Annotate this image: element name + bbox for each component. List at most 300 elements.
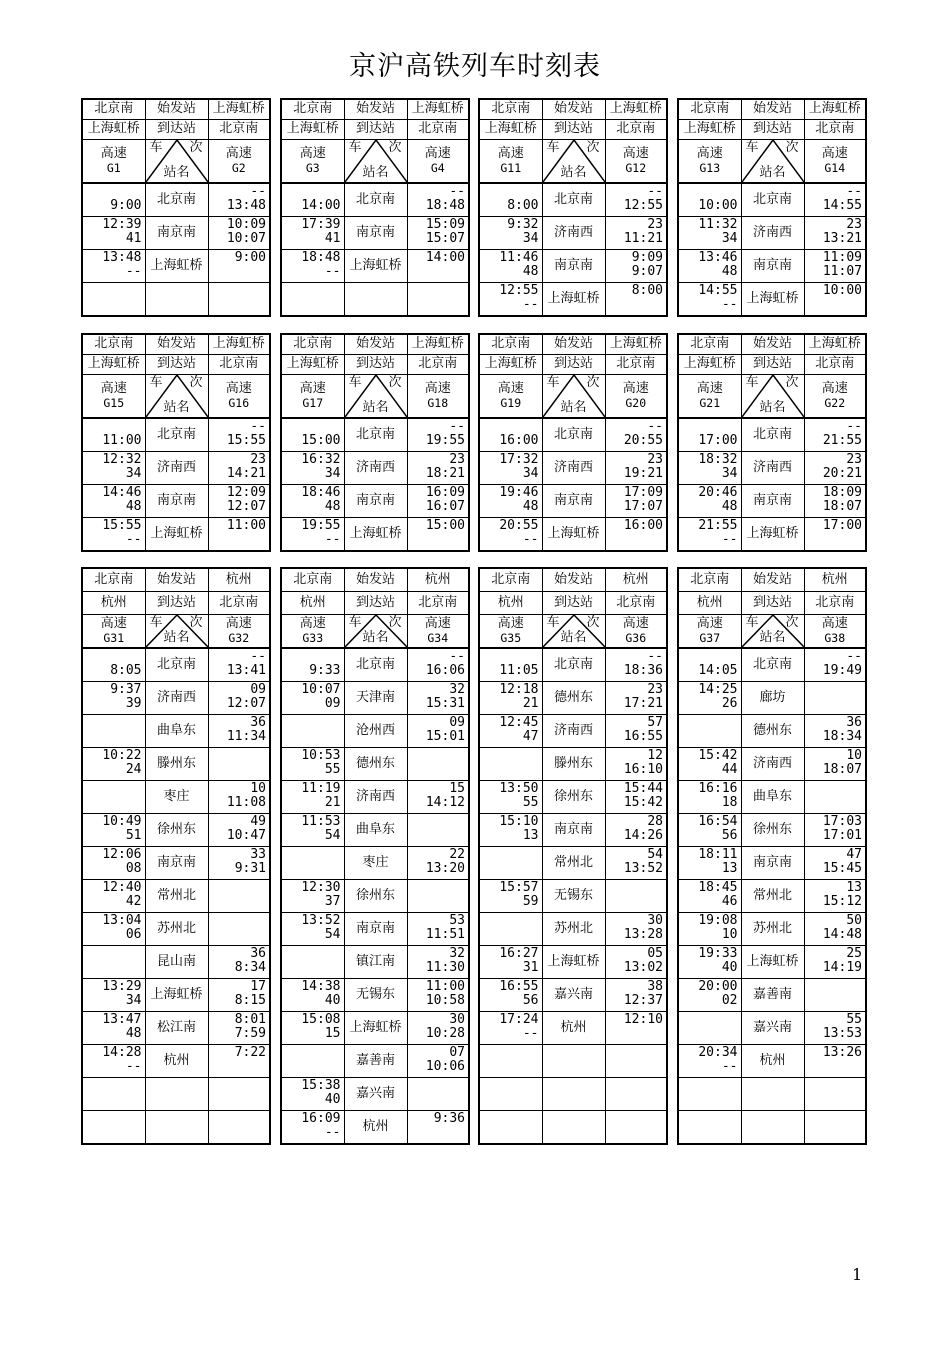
arrival-time: 54: [647, 846, 663, 862]
train-number-cell: [804, 614, 866, 648]
origin-label: 始发站: [542, 334, 605, 354]
northbound-time: [208, 183, 270, 217]
arrival-time: 17:32: [499, 451, 539, 467]
northbound-time: [407, 945, 469, 978]
header-row-1: [281, 99, 469, 119]
arrival-time: 28: [647, 813, 663, 829]
northbound-time: [605, 484, 667, 517]
number-label: 次: [388, 139, 402, 155]
header-row-2: [678, 591, 866, 614]
departure-time: 16:00: [499, 432, 539, 448]
departure-time: 12:55: [623, 197, 663, 213]
terminus-station: 上海虹桥: [281, 354, 344, 374]
station-name: 镇江南: [344, 945, 407, 978]
car-label: 车: [546, 614, 560, 630]
southbound-time: [678, 418, 741, 452]
arrival-time: 8:01: [234, 1011, 266, 1027]
arrival-time: --: [449, 418, 465, 434]
departure-time: 15:55: [226, 432, 266, 448]
departure-time: 44: [721, 761, 738, 777]
train-number-cell: [281, 374, 344, 418]
departure-time: 13: [522, 827, 539, 843]
departure-time: 48: [125, 1025, 142, 1041]
departure-time: 11:21: [623, 230, 663, 246]
header-row-3: [281, 139, 469, 183]
arrival-time: 17: [250, 978, 266, 994]
header-row-1: [678, 99, 866, 119]
stop-row: [82, 183, 270, 217]
train-class: 高速: [497, 615, 524, 631]
departure-time: 18:34: [822, 728, 862, 744]
train-number: G2: [231, 160, 246, 175]
train-class: 高速: [622, 380, 649, 396]
station-name: 德州东: [542, 681, 605, 714]
train-class: 高速: [225, 145, 252, 161]
departure-time: 19:49: [822, 662, 862, 678]
northbound-time: [407, 1011, 469, 1044]
departure-time: 34: [522, 465, 539, 481]
arrival-time: 15:55: [102, 517, 142, 533]
arrival-time: 18:11: [698, 846, 738, 862]
station-name: 常州北: [145, 879, 208, 912]
departure-time: 42: [125, 893, 142, 909]
header-row-2: [281, 354, 469, 374]
departure-time: 13:48: [226, 197, 266, 213]
southbound-time: [82, 945, 145, 978]
arrival-time: 11:09: [822, 249, 862, 265]
arrival-time: 14:55: [698, 282, 738, 298]
train-number: G31: [103, 630, 125, 645]
arrival-time: 15:10: [499, 813, 539, 829]
stop-row: [678, 1044, 866, 1077]
stop-row: [281, 216, 469, 249]
origin-station: 北京南: [208, 119, 270, 139]
stop-row: [281, 945, 469, 978]
departure-time: 8:00: [507, 197, 539, 213]
stop-row: [479, 249, 667, 282]
departure-time: 08: [125, 860, 142, 876]
number-label: 次: [388, 374, 402, 390]
stop-row: [678, 978, 866, 1011]
train-number: G15: [103, 395, 125, 410]
terminus-station: 上海虹桥: [208, 334, 270, 354]
northbound-time: [407, 1110, 469, 1144]
departure-time: 54: [324, 827, 341, 843]
northbound-time: [804, 648, 866, 682]
stop-row: [678, 714, 866, 747]
departure-time: 13:52: [623, 860, 663, 876]
northbound-time: [407, 978, 469, 1011]
header-row-2: [479, 591, 667, 614]
northbound-time: [605, 183, 667, 217]
train-class: 高速: [424, 380, 451, 396]
station-name: 北京南: [741, 183, 804, 217]
stop-row: [479, 451, 667, 484]
station-name: 枣庄: [344, 846, 407, 879]
arrival-time: 32: [449, 681, 465, 697]
arrival-time: 17:00: [822, 517, 862, 533]
northbound-time: [605, 813, 667, 846]
southbound-time: [479, 451, 542, 484]
origin-station: 北京南: [208, 591, 270, 614]
arrival-time: --: [846, 648, 862, 664]
arrival-time: 19:08: [698, 912, 738, 928]
departure-time: 48: [721, 263, 738, 279]
timetable-g17-g18: [280, 333, 470, 552]
departure-time: 9:07: [631, 263, 663, 279]
stop-row: [281, 846, 469, 879]
header-row-1: [82, 568, 270, 591]
terminus-label: 到达站: [741, 591, 804, 614]
origin-station: 北京南: [82, 99, 145, 119]
arrival-time: 13:26: [822, 1044, 862, 1060]
header-row-1: [479, 568, 667, 591]
southbound-time: [281, 879, 344, 912]
terminus-station: 杭州: [281, 591, 344, 614]
departure-time: 14:26: [623, 827, 663, 843]
arrival-time: 9:32: [507, 216, 539, 232]
train-number-cell: [605, 139, 667, 183]
origin-station: 北京南: [804, 354, 866, 374]
car-label: 车: [546, 139, 560, 155]
origin-station: 北京南: [281, 99, 344, 119]
arrival-time: 13:50: [499, 780, 539, 796]
northbound-time: [605, 418, 667, 452]
arrival-time: 17:09: [623, 484, 663, 500]
station-name: 北京南: [542, 648, 605, 682]
station-name: [741, 1077, 804, 1110]
arrival-time: 13:46: [698, 249, 738, 265]
origin-label: 始发站: [542, 568, 605, 591]
train-number-cell: [804, 374, 866, 418]
arrival-time: 15: [449, 780, 465, 796]
station-name: 北京南: [741, 418, 804, 452]
stop-row: [678, 747, 866, 780]
origin-station: 北京南: [479, 99, 542, 119]
departure-time: 55: [324, 761, 341, 777]
stop-row: [678, 879, 866, 912]
departure-time: 11:07: [822, 263, 862, 279]
stop-row: [479, 1077, 667, 1110]
southbound-time: [479, 484, 542, 517]
station-name: 北京南: [542, 418, 605, 452]
departure-time: 20:21: [822, 465, 862, 481]
arrival-time: 17:03: [822, 813, 862, 829]
terminus-label: 到达站: [344, 591, 407, 614]
northbound-time: [605, 648, 667, 682]
train-class: 高速: [225, 380, 252, 396]
station-name: 上海虹桥: [145, 978, 208, 1011]
station-name: 苏州北: [542, 912, 605, 945]
departure-time: 59: [522, 893, 539, 909]
northbound-time: [804, 714, 866, 747]
arrival-time: 30: [647, 912, 663, 928]
header-row-2: [479, 119, 667, 139]
arrival-time: 10:53: [301, 747, 341, 763]
arrival-time: 12:45: [499, 714, 539, 730]
diagonal-header-cell: [741, 374, 804, 418]
northbound-time: [804, 813, 866, 846]
timetable-g1-g2: [81, 98, 271, 317]
southbound-time: [479, 681, 542, 714]
departure-time: 18:48: [425, 197, 465, 213]
northbound-time: [605, 714, 667, 747]
station-name: 常州北: [542, 846, 605, 879]
southbound-time: [281, 451, 344, 484]
northbound-time: [208, 846, 270, 879]
car-label: 车: [149, 614, 163, 630]
arrival-time: 16:09: [425, 484, 465, 500]
arrival-time: 53: [449, 912, 465, 928]
southbound-time: [479, 912, 542, 945]
southbound-time: [678, 484, 741, 517]
arrival-time: 15:57: [499, 879, 539, 895]
departure-time: 41: [324, 230, 341, 246]
station-label: 站名: [163, 629, 190, 645]
departure-time: 12:37: [623, 992, 663, 1008]
stop-row: [82, 216, 270, 249]
diagonal-header-cell: [344, 139, 407, 183]
stop-row: [479, 747, 667, 780]
departure-time: 11:05: [499, 662, 539, 678]
stop-row: [479, 978, 667, 1011]
departure-time: --: [324, 531, 341, 547]
arrival-time: 13: [846, 879, 862, 895]
terminus-station: 杭州: [407, 568, 469, 591]
train-number: G38: [824, 630, 846, 645]
arrival-time: 12:32: [102, 451, 142, 467]
stop-row: [82, 282, 270, 316]
northbound-time: [208, 780, 270, 813]
departure-time: 11:34: [226, 728, 266, 744]
departure-time: 51: [125, 827, 142, 843]
southbound-time: [678, 978, 741, 1011]
northbound-time: [407, 216, 469, 249]
station-name: 南京南: [542, 249, 605, 282]
northbound-time: [407, 517, 469, 551]
diagonal-header-cell: [741, 139, 804, 183]
departure-time: 10: [721, 926, 738, 942]
departure-time: 17:01: [822, 827, 862, 843]
stop-row: [479, 681, 667, 714]
terminus-label: 到达站: [542, 354, 605, 374]
station-name: [344, 282, 407, 316]
timetable-g37-g38: [677, 567, 867, 1145]
arrival-time: 9:36: [433, 1110, 465, 1126]
departure-time: 13:02: [623, 959, 663, 975]
departure-time: 48: [721, 498, 738, 514]
arrival-time: 32: [449, 945, 465, 961]
northbound-time: [804, 978, 866, 1011]
origin-label: 始发站: [145, 99, 208, 119]
southbound-time: [479, 1077, 542, 1110]
timetable-g19-g20: [478, 333, 668, 552]
terminus-station: 上海虹桥: [82, 354, 145, 374]
southbound-time: [479, 1044, 542, 1077]
station-label: 站名: [560, 164, 587, 180]
station-label: 站名: [759, 164, 786, 180]
departure-time: 17:07: [623, 498, 663, 514]
stop-row: [82, 714, 270, 747]
arrival-time: 18:48: [301, 249, 341, 265]
arrival-time: 23: [449, 451, 465, 467]
southbound-time: [281, 1044, 344, 1077]
stop-row: [281, 648, 469, 682]
station-name: 曲阜东: [344, 813, 407, 846]
station-name: 济南西: [145, 451, 208, 484]
stop-row: [281, 282, 469, 316]
arrival-time: 50: [846, 912, 862, 928]
header-row-2: [479, 354, 667, 374]
northbound-time: [407, 282, 469, 316]
terminus-station: 杭州: [678, 591, 741, 614]
arrival-time: 36: [250, 714, 266, 730]
departure-time: --: [324, 263, 341, 279]
train-number-cell: [82, 374, 145, 418]
arrival-time: 13:04: [102, 912, 142, 928]
station-name: 滕州东: [542, 747, 605, 780]
southbound-time: [479, 813, 542, 846]
departure-time: 20:55: [623, 432, 663, 448]
departure-time: 02: [721, 992, 738, 1008]
train-class: 高速: [497, 380, 524, 396]
station-name: 北京南: [542, 183, 605, 217]
header-row-1: [479, 99, 667, 119]
northbound-time: [208, 681, 270, 714]
southbound-time: [82, 978, 145, 1011]
southbound-time: [479, 282, 542, 316]
origin-station: 北京南: [82, 334, 145, 354]
northbound-time: [208, 216, 270, 249]
arrival-time: --: [846, 418, 862, 434]
train-class: 高速: [821, 145, 848, 161]
origin-station: 北京南: [678, 568, 741, 591]
train-number-cell: [479, 139, 542, 183]
stop-row: [281, 451, 469, 484]
station-label: 站名: [163, 399, 190, 415]
southbound-time: [281, 681, 344, 714]
header-row-3: [479, 374, 667, 418]
stop-row: [678, 484, 866, 517]
departure-time: --: [125, 263, 142, 279]
station-name: 德州东: [741, 714, 804, 747]
train-class: 高速: [821, 615, 848, 631]
arrival-time: 16:55: [499, 978, 539, 994]
southbound-time: [281, 216, 344, 249]
arrival-time: 14:28: [102, 1044, 142, 1060]
arrival-time: 9:09: [631, 249, 663, 265]
train-number-cell: [407, 139, 469, 183]
station-label: 站名: [362, 164, 389, 180]
stop-row: [678, 945, 866, 978]
train-number-cell: [208, 374, 270, 418]
stop-row: [479, 1044, 667, 1077]
southbound-time: [479, 216, 542, 249]
arrival-time: 23: [846, 216, 862, 232]
arrival-time: 13:47: [102, 1011, 142, 1027]
train-number: G16: [228, 395, 250, 410]
station-name: 枣庄: [145, 780, 208, 813]
stop-row: [82, 418, 270, 452]
train-number-cell: [407, 374, 469, 418]
origin-label: 始发站: [344, 99, 407, 119]
station-label: 站名: [560, 629, 587, 645]
stop-row: [82, 846, 270, 879]
stop-row: [82, 648, 270, 682]
arrival-time: --: [250, 183, 266, 199]
southbound-time: [678, 879, 741, 912]
departure-time: 40: [721, 959, 738, 975]
terminus-station: 杭州: [605, 568, 667, 591]
terminus-station: 杭州: [208, 568, 270, 591]
arrival-time: 14:25: [698, 681, 738, 697]
arrival-time: 15:42: [698, 747, 738, 763]
southbound-time: [479, 517, 542, 551]
southbound-time: [281, 945, 344, 978]
northbound-time: [208, 813, 270, 846]
station-name: 济南西: [741, 216, 804, 249]
origin-station: 北京南: [208, 354, 270, 374]
arrival-time: 23: [647, 451, 663, 467]
train-number-cell: [479, 374, 542, 418]
train-number: G36: [625, 630, 647, 645]
arrival-time: 20:55: [499, 517, 539, 533]
departure-time: 13: [721, 860, 738, 876]
departure-time: 11:51: [425, 926, 465, 942]
departure-time: 21: [324, 794, 341, 810]
southbound-time: [82, 282, 145, 316]
diagonal-header-cell: [542, 374, 605, 418]
stop-row: [678, 282, 866, 316]
station-name: 北京南: [145, 183, 208, 217]
southbound-time: [281, 484, 344, 517]
northbound-time: [208, 517, 270, 551]
car-label: 车: [348, 139, 362, 155]
departure-time: 41: [125, 230, 142, 246]
northbound-time: [804, 780, 866, 813]
station-name: 徐州东: [145, 813, 208, 846]
arrival-time: 17:24: [499, 1011, 539, 1027]
departure-time: 15:45: [822, 860, 862, 876]
departure-time: 18:07: [822, 498, 862, 514]
stop-row: [281, 484, 469, 517]
car-label: 车: [149, 374, 163, 390]
departure-time: 14:55: [822, 197, 862, 213]
train-class: 高速: [696, 145, 723, 161]
southbound-time: [281, 418, 344, 452]
diagonal-header-cell: [741, 614, 804, 648]
departure-time: 48: [125, 498, 142, 514]
stop-row: [281, 1044, 469, 1077]
car-label: 车: [149, 139, 163, 155]
arrival-time: 9:00: [234, 249, 266, 265]
departure-time: --: [522, 1025, 539, 1041]
station-name: 无锡东: [542, 879, 605, 912]
number-label: 次: [785, 374, 799, 390]
stop-row: [678, 648, 866, 682]
southbound-time: [82, 846, 145, 879]
northbound-time: [804, 879, 866, 912]
departure-time: 21: [522, 695, 539, 711]
header-row-3: [678, 614, 866, 648]
stop-row: [479, 282, 667, 316]
stop-row: [281, 517, 469, 551]
departure-time: 15:31: [425, 695, 465, 711]
stop-row: [82, 780, 270, 813]
northbound-time: [208, 418, 270, 452]
station-label: 站名: [560, 399, 587, 415]
timetable-g3-g4: [280, 98, 470, 317]
